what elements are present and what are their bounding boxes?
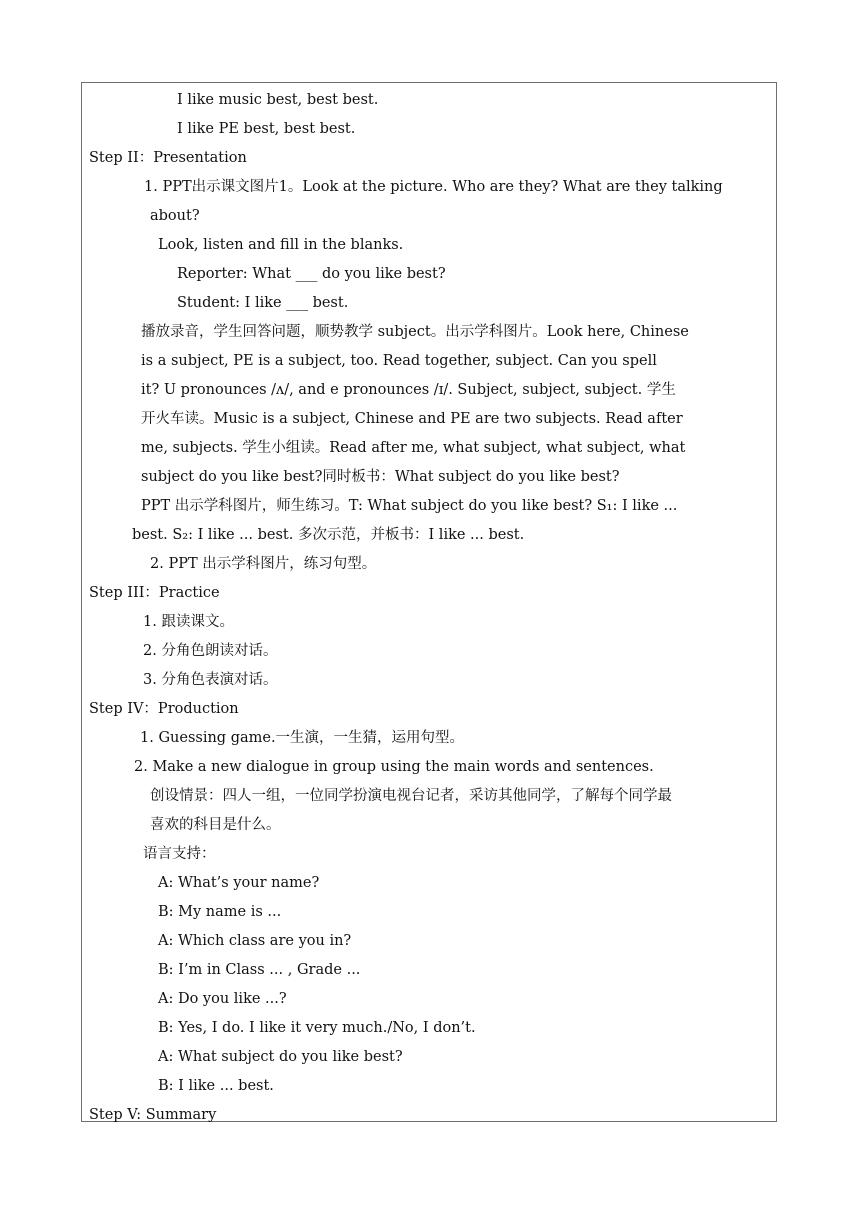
text-line: 开火车读。Music is a subject, Chinese and PE are two subjects. Read after: [141, 411, 683, 427]
text-line: A: What’s your name?: [158, 875, 320, 891]
text-line: 喜欢的科目是什么。: [150, 817, 281, 833]
text-line: B: I’m in Class ... , Grade ...: [158, 962, 361, 978]
text-line: 2. Make a new dialogue in group using the main words and sentences.: [134, 759, 654, 775]
text-line: I like music best, best best.: [177, 92, 379, 108]
text-line: about?: [150, 208, 200, 224]
text-line: 1. Guessing game.一生演，一生猜，运用句型。: [140, 730, 465, 746]
text-line: is a subject, PE is a subject, too. Read together, subject. Can you spell: [141, 353, 657, 369]
text-line: Reporter: What ___ do you like best?: [177, 266, 446, 282]
text-line: it? U pronounces /ʌ/, and e pronounces /ɪ/. Subject, subject, subject. 学生: [141, 382, 676, 398]
text-line: 语言支持：: [143, 846, 216, 862]
text-line: PPT 出示学科图片，师生练习。T: What subject do you like best? S₁: I like ...: [141, 498, 678, 514]
text-line: 1. 跟读课文。: [143, 614, 234, 630]
text-line: 播放录音，学生回答问题，顺势教学 subject。出示学科图片。Look here, Chinese: [141, 324, 689, 340]
text-line: Step III：Practice: [89, 585, 220, 601]
text-line: Step V: Summary: [89, 1107, 217, 1123]
text-line: A: Do you like ...?: [158, 991, 287, 1007]
text-line: 1. PPT出示课文图片1。Look at the picture. Who are they? What are they talking: [144, 179, 723, 195]
text-line: 3. 分角色表演对话。: [143, 672, 278, 688]
text-line: Step II：Presentation: [89, 150, 247, 166]
text-line: 2. PPT 出示学科图片，练习句型。: [150, 556, 377, 572]
text-line: Step IV：Production: [89, 701, 239, 717]
text-line: B: My name is ...: [158, 904, 282, 920]
text-line: subject do you like best?同时板书：What subject do you like best?: [141, 469, 620, 485]
text-line: Look, listen and fill in the blanks.: [158, 237, 404, 253]
text-line: A: Which class are you in?: [158, 933, 352, 949]
text-line: best. S₂: I like ... best. 多次示范，并板书：I like ... best.: [132, 527, 525, 543]
text-line: 2. 分角色朗读对话。: [143, 643, 278, 659]
text-line: Student: I like ___ best.: [177, 295, 349, 311]
text-line: 创设情景：四人一组，一位同学扮演电视台记者，采访其他同学，了解每个同学最: [150, 788, 672, 804]
text-line: B: I like ... best.: [158, 1078, 274, 1094]
text-line: A: What subject do you like best?: [158, 1049, 403, 1065]
text-line: B: Yes, I do. I like it very much./No, I don’t.: [158, 1020, 476, 1036]
text-line: me, subjects. 学生小组读。Read after me, what subject, what subject, what: [141, 440, 686, 456]
text-line: I like PE best, best best.: [177, 121, 356, 137]
